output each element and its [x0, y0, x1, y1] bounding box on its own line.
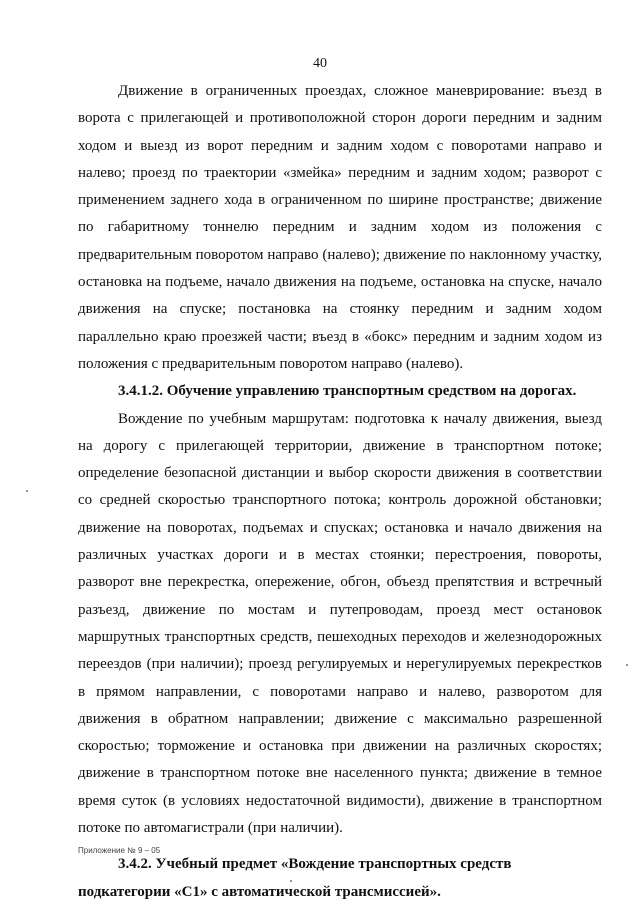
page-footer: Приложение № 9 – 05 — [78, 846, 161, 855]
scan-speck — [290, 880, 292, 882]
paragraph-road-driving: Вождение по учебным маршрутам: подготовка к началу движения, выезд на дорогу с прилегающей территории, движение в транспортном потоке; определение безопасной дистанции и выбор скорости движения в соответствии со средней скоростью транспортного потока; контроль дорожной обстановки; движение на поворотах, подъемах и спусках; остановка и начало движения на различных участках дороги и в местах стоянки; перестроения, повороты, разворот вне перекрестка, опережение, обгон, объезд препятствия и встречный разъезд, движение по мостам и путепроводам, проезд мест остановок маршрутных транспортных средств, пешеходных переходов и железнодорожных переездов (при наличии); проезд регулируемых и нерегулируемых перекрестков в прямом направлении, с поворотами направо и налево, разворотом для движения в обратном направлении; движение с максимально разрешенной скоростью; торможение и остановка при движении на различных скоростях; движение в транспортном потоке вне населенного пункта; движение в темное время суток (в условиях недостаточной видимости), движение в транспортном потоке по автомагистрали (при наличии). — [78, 410, 602, 837]
paragraph-maneuvering: Движение в ограниченных проездах, сложное маневрирование: въезд в ворота с прилегающей и противоположной сторон дороги передним и задним ходом и выезд из ворот передним и задним ходом с поворотами направо и налево; проезд по траектории «змейка» передним и задним ходом; разворот с применением заднего хода в ограниченном по ширине пространстве; движение по габаритному тоннелю передним и задним ходом из положения с предварительным поворотом направо (налево); движение по наклонному участку, остановка на подъеме, начало движения на подъеме, остановка на спуске, начало движения на спуске; постановка на стоянку передним и задним ходом параллельно краю проезжей части; въезд в «бокс» передним и задним ходом из положения с предварительным поворотом направо (налево). — [78, 83, 602, 372]
page-number: 40 — [313, 56, 327, 71]
scan-speck — [26, 490, 28, 492]
section-heading-3-4-2: 3.4.2. Учебный предмет «Вождение транспортных средств подкатегории «C1» с автоматической трансмиссией». — [78, 856, 512, 900]
scan-speck — [626, 664, 628, 666]
section-heading-3-4-1-2: 3.4.1.2. Обучение управлению транспортным средством на дорогах. — [118, 383, 577, 400]
document-body — [78, 78, 602, 906]
